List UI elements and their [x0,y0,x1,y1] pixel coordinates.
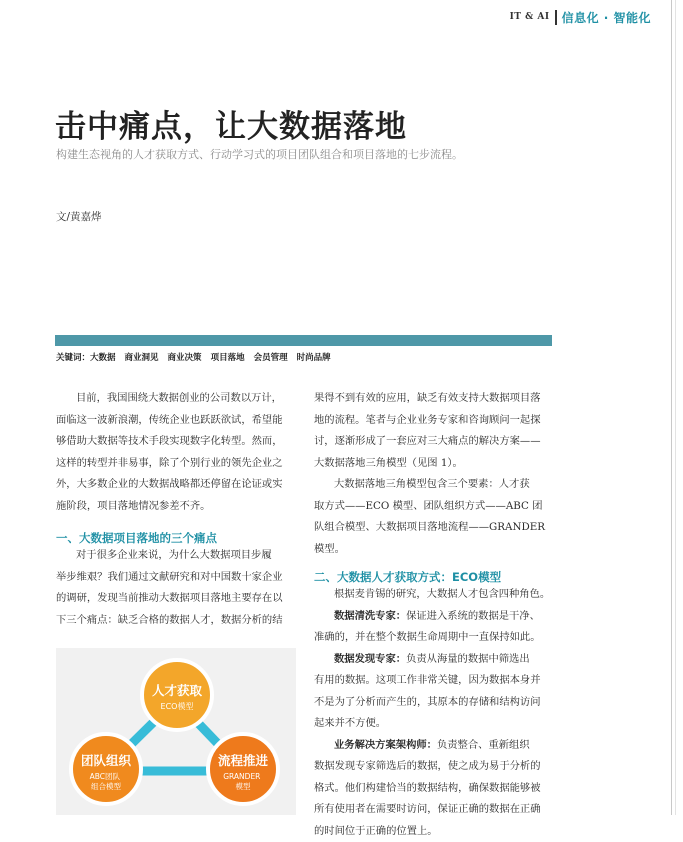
text-line [314,606,554,628]
paragraph [56,388,296,410]
node-title: 流程推进 [218,753,269,768]
keywords-label: 关键词： [56,353,90,363]
figure-triangle-model [56,648,296,815]
role-text: 负责从海量的数据中筛选出 [406,653,530,665]
text-line: 地的流程。笔者与企业业务专家和咨询顾问一起探 [314,410,554,432]
text-line: 目前，我国围绕大数据创业的公司数以万计， [76,388,296,410]
text-line: 取方式——ECO 模型、团队组织方式——ABC 团 [314,496,554,518]
node-subtitle-line: 组合模型 [91,781,121,791]
text-line: 施阶段，项目落地情况参差不齐。 [56,496,296,518]
text-line [314,649,554,671]
text-line: 大数据落地三角模型包含三个要素：人才获 [314,474,554,496]
column-left-continued [56,545,296,631]
role-name: 数据清洗专家： [334,610,406,622]
keyword: 项目落地 [211,353,245,363]
triangle-diagram [56,648,296,815]
role-text: 保证进入系统的数据是干净、 [406,610,540,622]
text-line: 这样的转型并非易事，除了个别行业的领先企业之 [56,453,296,475]
node-subtitle-line: ABC团队 [90,771,121,781]
text-line: 数据发现专家筛选后的数据，使之成为易于分析的 [314,756,554,778]
keyword: 大数据 [90,353,116,363]
header-divider [555,10,557,25]
text-line: 讨，逐渐形成了一套应对三大痛点的解决方案—— [314,431,554,453]
keyword: 商业洞见 [125,353,159,363]
text-line: 的时间位于正确的位置上。 [314,821,554,842]
article-title: 击中痛点，让大数据落地 [55,101,407,146]
text-line: 模型。 [314,539,554,561]
keyword-band [55,335,552,346]
node-title: 人才获取 [152,683,203,698]
text-line: 果得不到有效的应用，缺乏有效支持大数据项目落 [314,388,554,410]
text-line: 不是为了分析而产生的，其原本的存储和结构访问 [314,692,554,714]
author-line: 文/黄嘉烨 [56,209,102,224]
keyword: 商业决策 [168,353,202,363]
node-circle-team [71,734,141,804]
text-line: 根据麦肯锡的研究，大数据人才包含四种角色。 [314,584,554,606]
article-subtitle: 构建生态视角的人才获取方式、行动学习式的项目团队组合和项目落地的七步流程。 [56,146,463,162]
text-line: 面临这一波新浪潮，传统企业也跃跃欲试，希望能 [56,410,296,432]
text-line: 队组合模型、大数据项目落地流程——GRANDER [314,517,554,539]
text-line: 够借助大数据等技术手段实现数字化转型。然而， [56,431,296,453]
role-text: 负责整合、重新组织 [437,739,530,751]
node-title: 团队组织 [81,753,132,768]
node-circle-process [208,734,278,804]
text-line: 外，大多数企业的大数据战略都还停留在论证或实 [56,474,296,496]
section-heading-2: 二、大数据人才获取方式：ECO模型 [314,569,501,585]
text-line: 准确的，并在整个数据生命周期中一直保持如此。 [314,627,554,649]
header-section: 信息化 · 智能化 [562,9,651,26]
column-right [314,388,554,560]
column-right-continued [314,584,554,842]
text-line: 的调研，发现当前推动大数据项目落地主要存在以 [56,588,296,610]
text-line: 下三个痛点：缺乏合格的数据人才，数据分析的结 [56,610,296,632]
keyword: 时尚品牌 [297,353,331,363]
text-line: 所有使用者在需要时访问，保证正确的数据在正确 [314,799,554,821]
page-edge [671,0,672,815]
text-line: 起来并不方便。 [314,713,554,735]
page-edge [675,0,676,815]
role-name: 数据发现专家： [334,653,406,665]
header-left: IT & AI [510,12,550,22]
node-subtitle: ECO模型 [161,701,194,711]
column-left [56,388,296,517]
keywords [56,351,340,363]
node-subtitle-line: 模型 [236,781,251,791]
text-line: 举步维艰？我们通过文献研究和对中国数十家企业 [56,567,296,589]
text-line: 大数据落地三角模型（见图 1）。 [314,453,554,475]
role-name: 业务解决方案架构师： [334,739,437,751]
text-line: 格式。他们构建恰当的数据结构，确保数据能够被 [314,778,554,800]
text-line: 对于很多企业来说，为什么大数据项目步履 [56,545,296,567]
text-line [314,735,554,757]
keyword: 会员管理 [254,353,288,363]
running-header [510,9,651,25]
text-line: 有用的数据。这项工作非常关键，因为数据本身并 [314,670,554,692]
node-subtitle-line: GRANDER [223,772,260,781]
section-heading-1: 一、大数据项目落地的三个痛点 [56,530,217,546]
